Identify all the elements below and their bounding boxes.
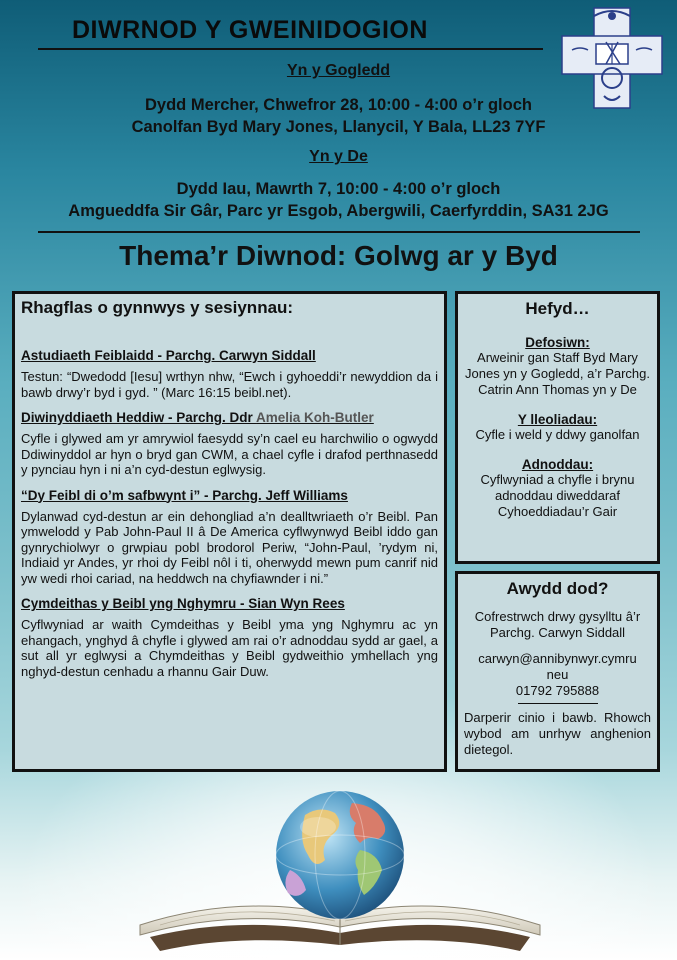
contact-phone[interactable]: 01792 795888: [515, 683, 600, 698]
session-4-text: Cyflwyniad ar waith Cymdeithas y Beibl yma yng Nghymru ac yn ehangach, ynghyd â chyfle i glywed am rai o’r adnoddau sydd ar gael, a sut all yr eglwysi a Chymdeithas y Beibl gydweithio ymhellach yng nghyd-destun cenhadu a rhannu Gair Duw.: [21, 617, 438, 679]
devotion-title: Defosiwn:: [525, 335, 590, 350]
north-venue: Canolfan Byd Mary Jones, Llanycil, Y Bala, LL23 7YF: [131, 118, 546, 136]
also-panel: [455, 291, 660, 564]
venues-text: Cyfle i weld y ddwy ganolfan: [475, 427, 640, 442]
devotion-text: Arweinir gan Staff Byd Mary Jones yn y Gogledd, a’r Parchg. Catrin Ann Thomas yn y De: [465, 350, 650, 397]
session-4-title: Cymdeithas y Beibl yng Nghymru - Sian Wyn Rees: [21, 596, 345, 611]
sessions-panel: [12, 291, 447, 772]
north-region-label: Yn y Gogledd: [286, 62, 391, 79]
speaker-link[interactable]: Amelia Koh-Butler: [256, 410, 374, 425]
page-title: DIWRNOD Y GWEINIDOGION: [72, 16, 428, 44]
sessions-heading: Rhagflas o gynnwys y sesiynnau:: [21, 298, 294, 317]
contact-email[interactable]: carwyn@annibynwyr.cymru: [478, 651, 637, 666]
resources-text: Cyflwyniad a chyfle i brynu adnoddau diweddaraf Cyhoeddiadau’r Gair: [480, 472, 635, 519]
south-region-label: Yn y De: [309, 148, 368, 165]
contact-divider: [518, 703, 598, 704]
session-3-title: “Dy Feibl di o’m safbwynt i” - Parchg. Jeff Williams: [21, 487, 348, 503]
globe-on-bible-illustration: [120, 775, 560, 960]
session-2-text: Cyfle i glywed am yr amrywiol faesydd sy’n cael eu harchwilio o ogwydd Ddiwinyddol ar hyn o bryd gan CWM, a chael cyfle i drafod perthnasedd y pynciau hyn i ni a’n cyd-destun eglwysig.: [21, 431, 438, 477]
session-1-title: Astudiaeth Feiblaidd - Parchg. Carwyn Siddall: [21, 348, 316, 363]
venues-title: Y lleoliadau:: [517, 412, 598, 427]
resources-title: Adnoddau:: [521, 457, 594, 472]
theme-heading: Thema’r Diwnod: Golwg ar y Byd: [119, 240, 558, 271]
also-heading: Hefyd…: [525, 299, 590, 318]
or-text: neu: [546, 667, 569, 682]
session-2-title: [21, 410, 438, 425]
title-underline: [38, 48, 543, 50]
attend-panel: [455, 571, 660, 772]
north-datetime: Dydd Mercher, Chwefror 28, 10:00 - 4:00 o’r gloch: [145, 96, 532, 114]
session-1-text: Testun: “Dwedodd [Iesu] wrthyn nhw, “Ewch i gyhoeddi’r newyddion da i bawb drwy’r byd i gyd. ” (Marc 16:15 beibl.net).: [21, 369, 438, 400]
south-datetime: Dydd Iau, Mawrth 7, 10:00 - 4:00 o’r gloch: [176, 180, 501, 198]
session-3-text: Dylanwad cyd-destun ar ein dehongliad a’n dealltwriaeth o’r Beibl. Pan ymwelodd y Pab John-Paul II â De America cyflwynwyd Beibl iddo gan gynrychiolwyr o grwpiau pobl brodorol Periw, “John-Paul, ’rydym ni, Indiaid yr Andes, yr rhoi dy Feibl nôl i ti, oherwydd mewn pum canrif nid yw wedi rhoi cariad, na heddwch na chyfiawnder i ni.”: [21, 508, 438, 586]
attend-heading: Awydd dod?: [506, 579, 609, 598]
session-2-title-prefix: Diwinyddiaeth Heddiw - Parchg. Ddr: [21, 410, 257, 425]
south-venue: Amgueddfa Sir Gâr, Parc yr Esgob, Abergwili, Caerfyrddin, SA31 2JG: [68, 202, 609, 220]
theme-divider: [38, 231, 640, 233]
register-text: Cofrestrwch drwy gysylltu â’r Parchg. Carwyn Siddall: [474, 609, 641, 640]
lunch-text: Darperir cinio i bawb. Rhowch wybod am unrhyw anghenion dietegol.: [464, 710, 651, 757]
